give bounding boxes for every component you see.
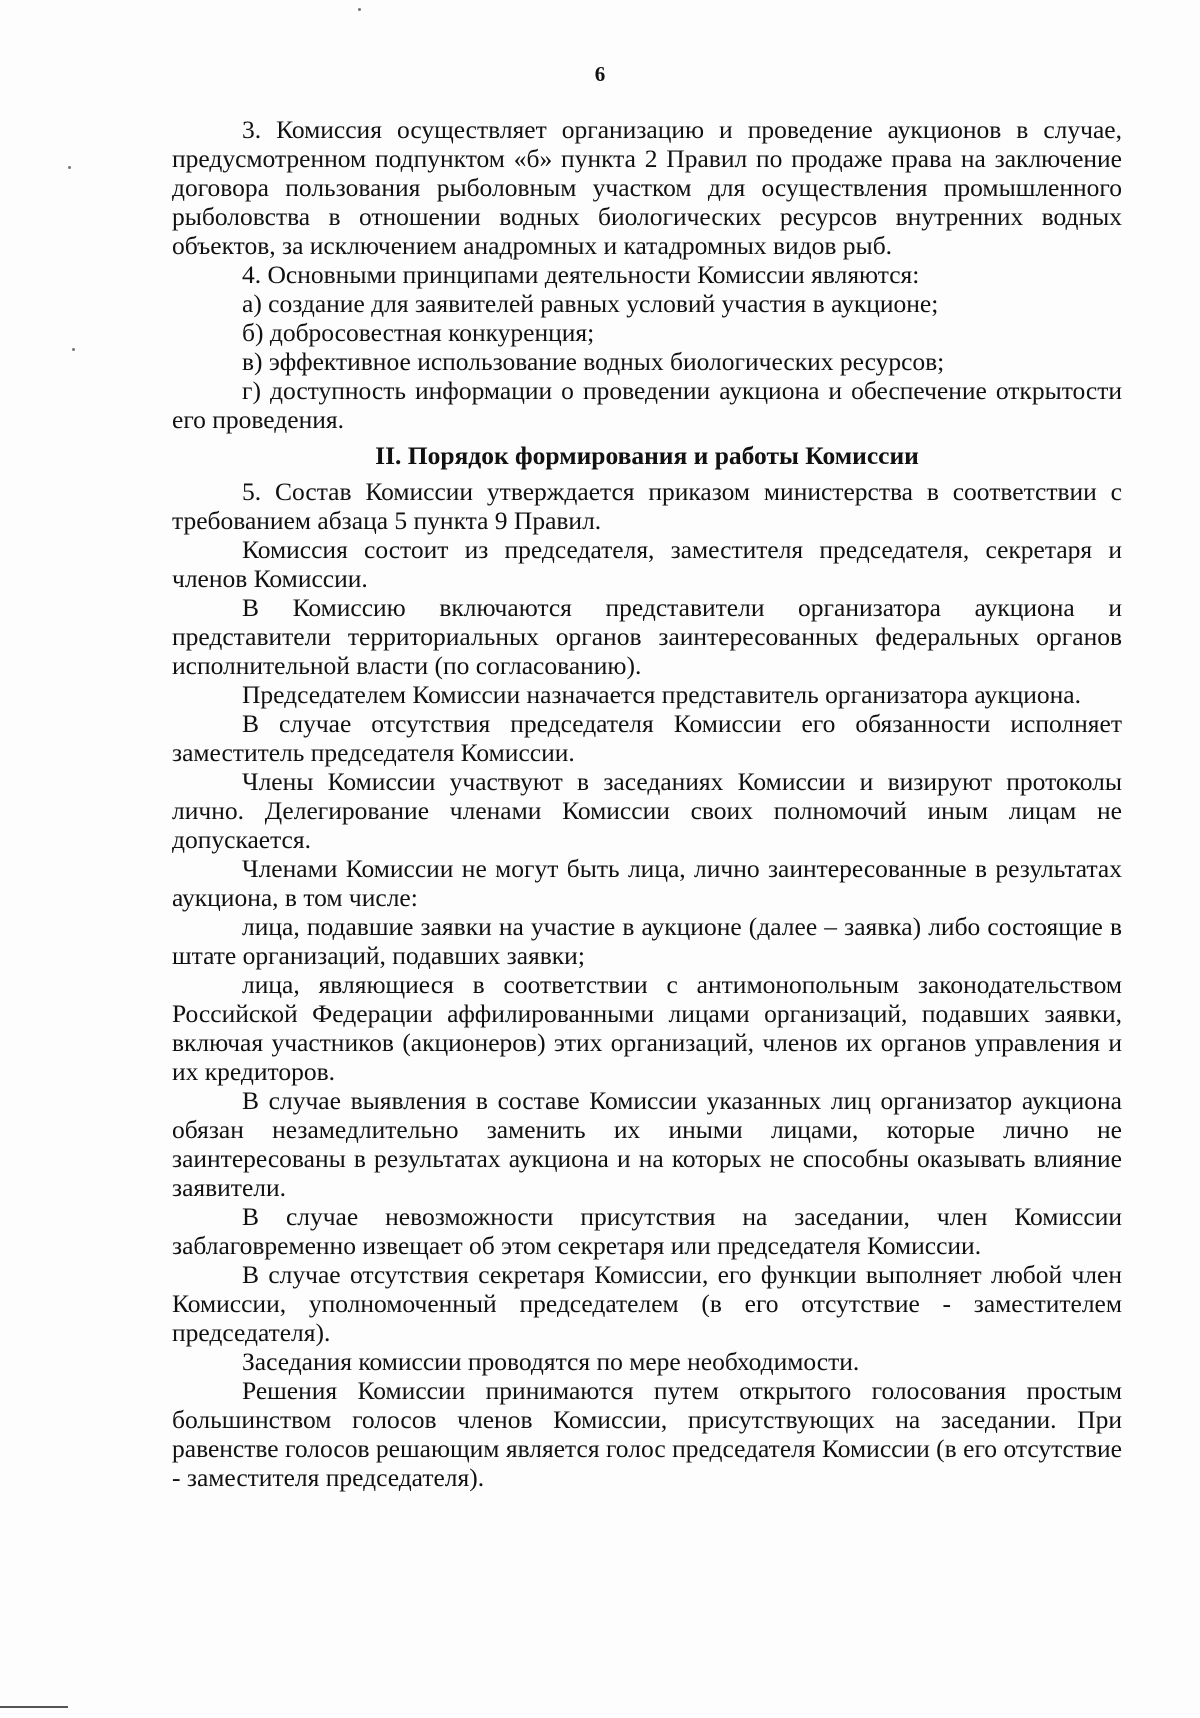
paragraph: В случае отсутствия секретаря Комиссии, его функции выполняет любой член Комиссии, уполномоченный председателем (в его отсутствие - заместителем председателя). [172,1260,1122,1347]
principle-g: г) доступность информации о проведении аукциона и обеспечение открытости его проведения. [172,376,1122,434]
paragraph: В случае невозможности присутствия на заседании, член Комиссии заблаговременно извещает об этом секретаря или председателя Комиссии. [172,1202,1122,1260]
paragraph: Членами Комиссии не могут быть лица, лично заинтересованные в результатах аукциона, в том числе: [172,854,1122,912]
paragraph: Члены Комиссии участвуют в заседаниях Комиссии и визируют протоколы лично. Делегирование членами Комиссии своих полномочий иным лицам не допускается. [172,767,1122,854]
paragraph: В Комиссию включаются представители организатора аукциона и представители территориальных органов заинтересованных федеральных органов исполнительной власти (по согласованию). [172,593,1122,680]
paragraph-3: 3. Комиссия осуществляет организацию и проведение аукционов в случае, предусмотренном подпунктом «б» пункта 2 Правил по продаже права на заключение договора пользования рыболовным участком для осуществления промышленного рыболовства в отношении водных биологических ресурсов внутренних водных объектов, за исключением анадромных и катадромных видов рыб. [172,115,1122,260]
paragraph: Решения Комиссии принимаются путем открытого голосования простым большинством голосов членов Комиссии, присутствующих на заседании. При равенстве голосов решающим является голос председателя Комиссии (в его отсутствие - заместителя председателя). [172,1376,1122,1492]
paragraph: Заседания комиссии проводятся по мере необходимости. [242,1347,860,1376]
scan-speck [358,8,361,11]
principle-v: в) эффективное использование водных биологических ресурсов; [242,347,945,376]
page-number: 6 [594,62,606,86]
paragraph: лица, являющиеся в соответствии с антимонопольным законодательством Российской Федерации аффилированными лицами организаций, подавших заявки, включая участников (акционеров) этих организаций, членов их органов управления и их кредиторов. [172,970,1122,1086]
section-heading: II. Порядок формирования и работы Комиссии [375,441,919,470]
section-1 [172,115,1122,434]
document-body [172,115,1122,1492]
section-2 [172,477,1122,1492]
paragraph: лица, подавшие заявки на участие в аукционе (далее – заявка) либо состоящие в штате организаций, подавших заявки; [172,912,1122,970]
paragraph: В случае отсутствия председателя Комиссии его обязанности исполняет заместитель председателя Комиссии. [172,709,1122,767]
principle-a: а) создание для заявителей равных условий участия в аукционе; [242,289,939,318]
scan-speck [68,166,71,169]
paragraph: Комиссия состоит из председателя, заместителя председателя, секретаря и членов Комиссии. [172,535,1122,593]
paragraph-4: 4. Основными принципами деятельности Комиссии являются: [242,260,920,289]
scan-edge-line [0,1706,68,1708]
paragraph: Председателем Комиссии назначается представитель организатора аукциона. [242,680,1081,709]
paragraph-5: 5. Состав Комиссии утверждается приказом министерства в соответствии с требованием абзаца 5 пункта 9 Правил. [172,477,1122,535]
scan-speck [72,348,75,351]
principle-b: б) добросовестная конкуренция; [242,318,595,347]
paragraph: В случае выявления в составе Комиссии указанных лиц организатор аукциона обязан незамедлительно заменить их иными лицами, которые лично не заинтересованы в результатах аукциона и на которых не способны оказывать влияние заявители. [172,1086,1122,1202]
